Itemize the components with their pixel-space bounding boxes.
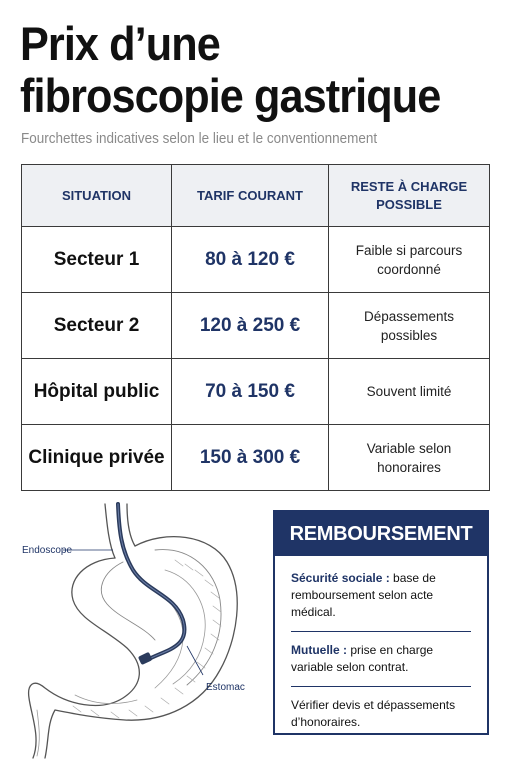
table-row bbox=[22, 293, 490, 359]
remboursement-item bbox=[291, 687, 471, 741]
item-text: prise en charge variable selon contrat. bbox=[291, 643, 434, 674]
page-title bbox=[20, 18, 440, 122]
label-endoscope: Endoscope bbox=[22, 545, 73, 556]
title-line-2: fibroscopie gastrique bbox=[20, 69, 441, 122]
cell-remain: Variable selon honoraires bbox=[329, 425, 490, 491]
remboursement-item bbox=[291, 632, 471, 686]
page-subtitle: Fourchettes indicatives selon le lieu et le conventionnement bbox=[21, 131, 378, 147]
cell-remain: Faible si parcours coordonné bbox=[329, 227, 490, 293]
stomach-illustration bbox=[15, 500, 260, 760]
header-tarif: TARIF COURANT bbox=[172, 165, 329, 227]
cell-price: 70 à 150 € bbox=[172, 359, 329, 425]
cell-price: 80 à 120 € bbox=[172, 227, 329, 293]
header-situation: SITUATION bbox=[22, 165, 172, 227]
cell-remain: Souvent limité bbox=[329, 359, 490, 425]
item-text: Vérifier devis et dépassements d’honoraires. bbox=[291, 698, 456, 729]
remboursement-title: REMBOURSEMENT bbox=[275, 512, 487, 556]
price-table bbox=[21, 164, 490, 491]
cell-situation: Hôpital public bbox=[22, 359, 172, 425]
header-reste: RESTE À CHARGE POSSIBLE bbox=[329, 165, 490, 227]
cell-price: 120 à 250 € bbox=[172, 293, 329, 359]
item-label: Sécurité sociale : bbox=[291, 571, 390, 585]
remboursement-box bbox=[273, 510, 489, 735]
table-row bbox=[22, 425, 490, 491]
item-label: Mutuelle : bbox=[291, 643, 347, 657]
cell-situation: Secteur 2 bbox=[22, 293, 172, 359]
title-line-1: Prix d’une bbox=[20, 17, 220, 70]
table-row bbox=[22, 227, 490, 293]
cell-remain: Dépassements possibles bbox=[329, 293, 490, 359]
label-estomac: Estomac bbox=[206, 682, 245, 693]
item-text: base de remboursement selon acte médical. bbox=[291, 571, 436, 619]
cell-situation: Clinique privée bbox=[22, 425, 172, 491]
table-header-row bbox=[22, 165, 490, 227]
table-row bbox=[22, 359, 490, 425]
cell-price: 150 à 300 € bbox=[172, 425, 329, 491]
cell-situation: Secteur 1 bbox=[22, 227, 172, 293]
remboursement-item bbox=[291, 556, 471, 631]
